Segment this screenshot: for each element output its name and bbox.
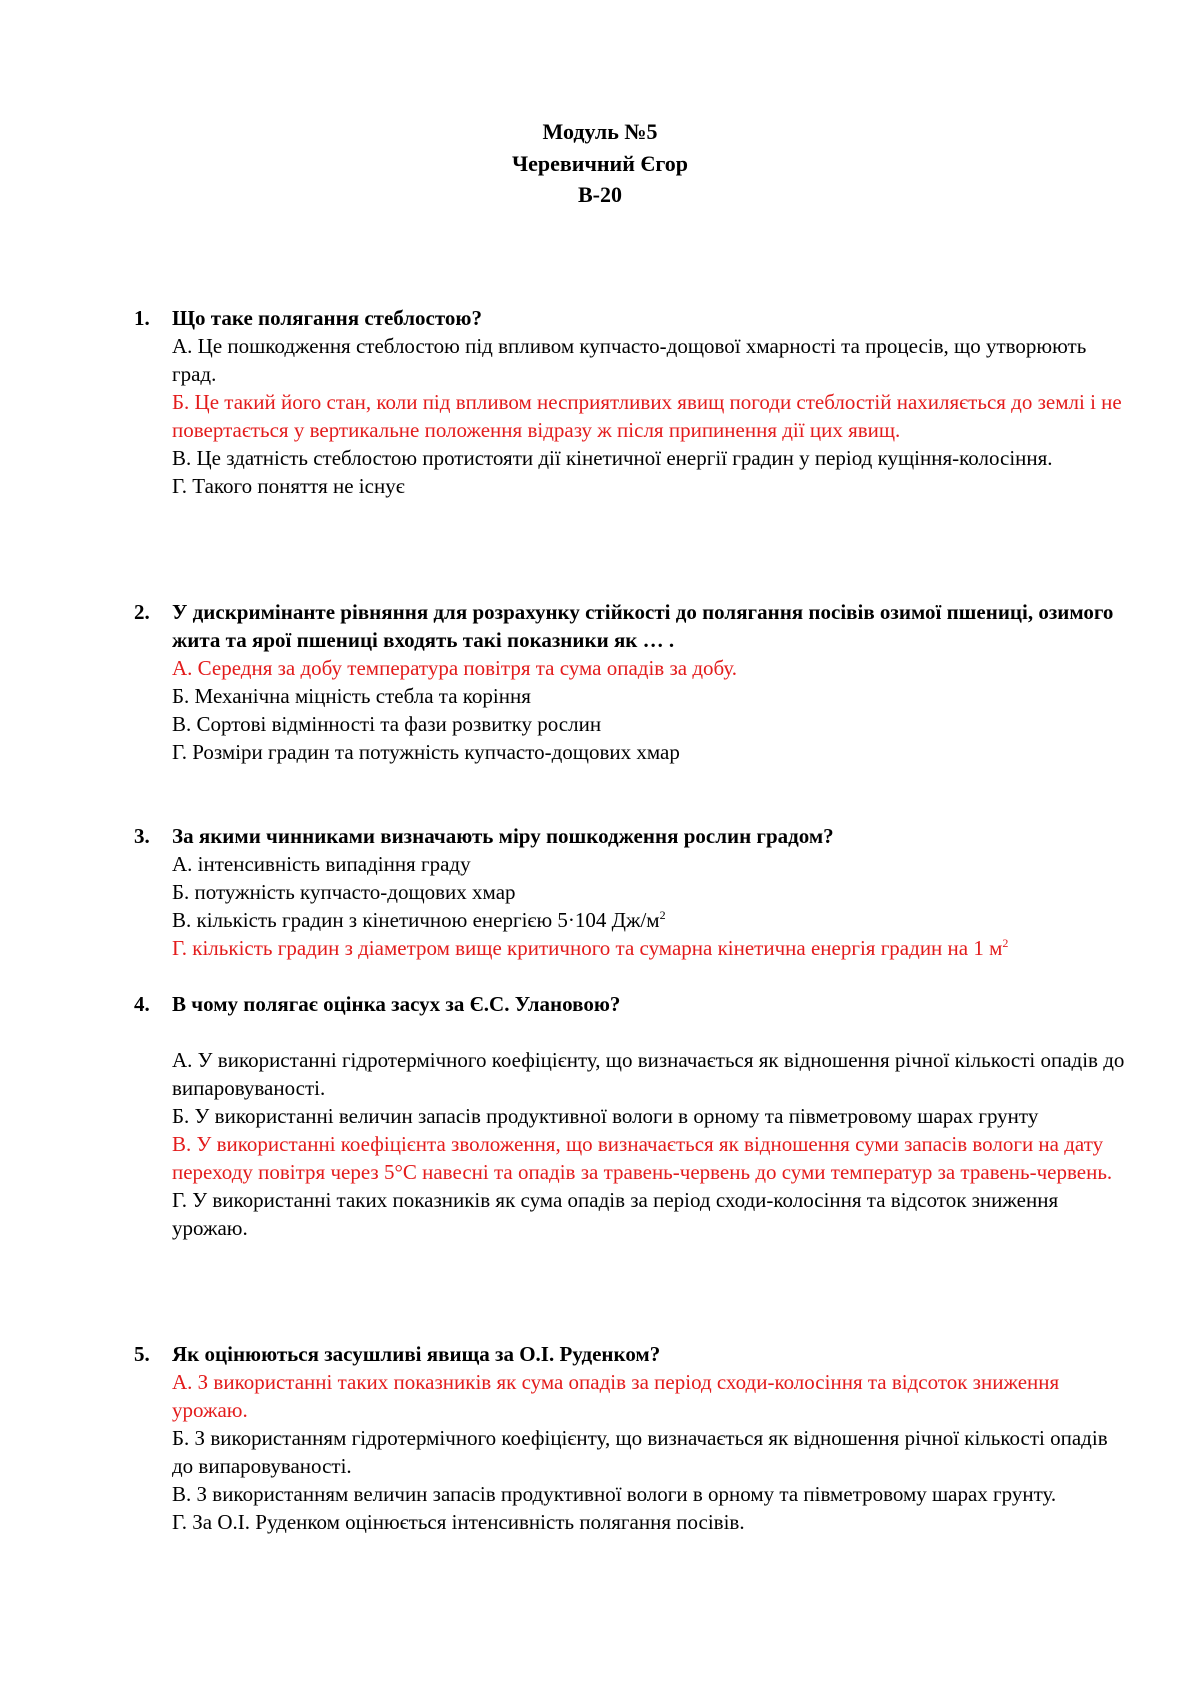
answer-option: Б. потужність купчасто-дощових хмар <box>172 880 516 904</box>
answer-option: В. З використанням величин запасів продуктивної вологи в орному та півметровому шарах грунту. <box>172 1482 1057 1506</box>
answer-option: А. У використанні гідротермічного коефіцієнту, що визначається як відношення річної кількості опадів до випаровуваності. <box>172 1048 1125 1100</box>
spacer <box>0 1018 1200 1046</box>
answer-option: А. інтенсивність випадіння граду <box>172 852 471 876</box>
document-header <box>0 116 1200 211</box>
answer-option: Г. За О.І. Руденком оцінюється інтенсивність полягання посівів. <box>172 1510 745 1534</box>
answer-option-correct: А. Середня за добу температура повітря та сума опадів за добу. <box>172 656 738 680</box>
variant-label: В-20 <box>578 182 622 207</box>
answer-option-text: В. кількість градин з кінетичною енергією 5·104 Дж/м <box>172 908 660 932</box>
question-number: 4. <box>134 992 150 1016</box>
superscript-exponent: 2 <box>1002 936 1009 950</box>
superscript-exponent: 2 <box>659 908 666 922</box>
question-number: 3. <box>134 824 150 848</box>
module-title: Модуль №5 <box>542 119 658 144</box>
question-5 <box>0 1340 1200 1536</box>
answer-option: Б. У використанні величин запасів продуктивної вологи в орному та півметровому шарах грунту <box>172 1104 1039 1128</box>
answer-option: В. Сортові відмінності та фази розвитку рослин <box>172 712 602 736</box>
answer-option-correct: Б. Це такий його стан, коли під впливом несприятливих явищ погоди стеблостій нахиляється до землі і не повертається у вертикальне положення відразу ж після припинення дії цих явищ. <box>172 390 1122 442</box>
question-text: За якими чинниками визначають міру пошкодження рослин градом? <box>172 824 834 848</box>
question-3 <box>0 822 1200 962</box>
question-text: Що таке полягання стеблостою? <box>172 306 482 330</box>
answer-option: Г. У використанні таких показників як сума опадів за період сходи-колосіння та відсоток зниження урожаю. <box>172 1188 1059 1240</box>
question-1 <box>0 304 1200 500</box>
answer-option: А. Це пошкодження стеблостою під впливом купчасто-дощової хмарності та процесів, що утворюють град. <box>172 334 1087 386</box>
answer-option-correct: В. У використанні коефіцієнта зволоження, що визначається як відношення суми запасів вологи на дату переходу повітря через 5°С навесні та опадів за травень-червень до суми температур за травень-червень. <box>172 1132 1113 1184</box>
answer-option: Б. З використанням гідротермічного коефіцієнту, що визначається як відношення річної кількості опадів до випаровуваності. <box>172 1426 1108 1478</box>
answer-option-correct: А. З використанні таких показників як сума опадів за період сходи-колосіння та відсоток зниження урожаю. <box>172 1370 1060 1422</box>
answer-option: Г. Такого поняття не існує <box>172 474 405 498</box>
student-name: Черевичний Єгор <box>512 150 688 176</box>
question-text: У дискримінанте рівняння для розрахунку стійкості до полягання посівів озимої пшениці, озимого жита та ярої пшениці входять такі показники як … . <box>172 600 1114 652</box>
answer-option-correct <box>172 934 1132 962</box>
question-number: 5. <box>134 1342 150 1366</box>
question-4 <box>0 990 1200 1242</box>
question-number: 1. <box>134 306 150 330</box>
answer-option <box>172 906 1132 934</box>
answer-option: Г. Розміри градин та потужність купчасто-дощових хмар <box>172 740 680 764</box>
question-text: Як оцінюються засушливі явища за О.І. Руденком? <box>172 1342 661 1366</box>
question-text: В чому полягає оцінка засух за Є.С. Улановою? <box>172 992 621 1016</box>
question-number: 2. <box>134 600 150 624</box>
question-2 <box>0 598 1200 766</box>
answer-option: Б. Механічна міцність стебла та коріння <box>172 684 531 708</box>
answer-option-text: Г. кількість градин з діаметром вище критичного та сумарна кінетична енергія градин на 1 м <box>172 936 1003 960</box>
answer-option: В. Це здатність стеблостою протистояти дії кінетичної енергії градин у період кущіння-колосіння. <box>172 446 1053 470</box>
